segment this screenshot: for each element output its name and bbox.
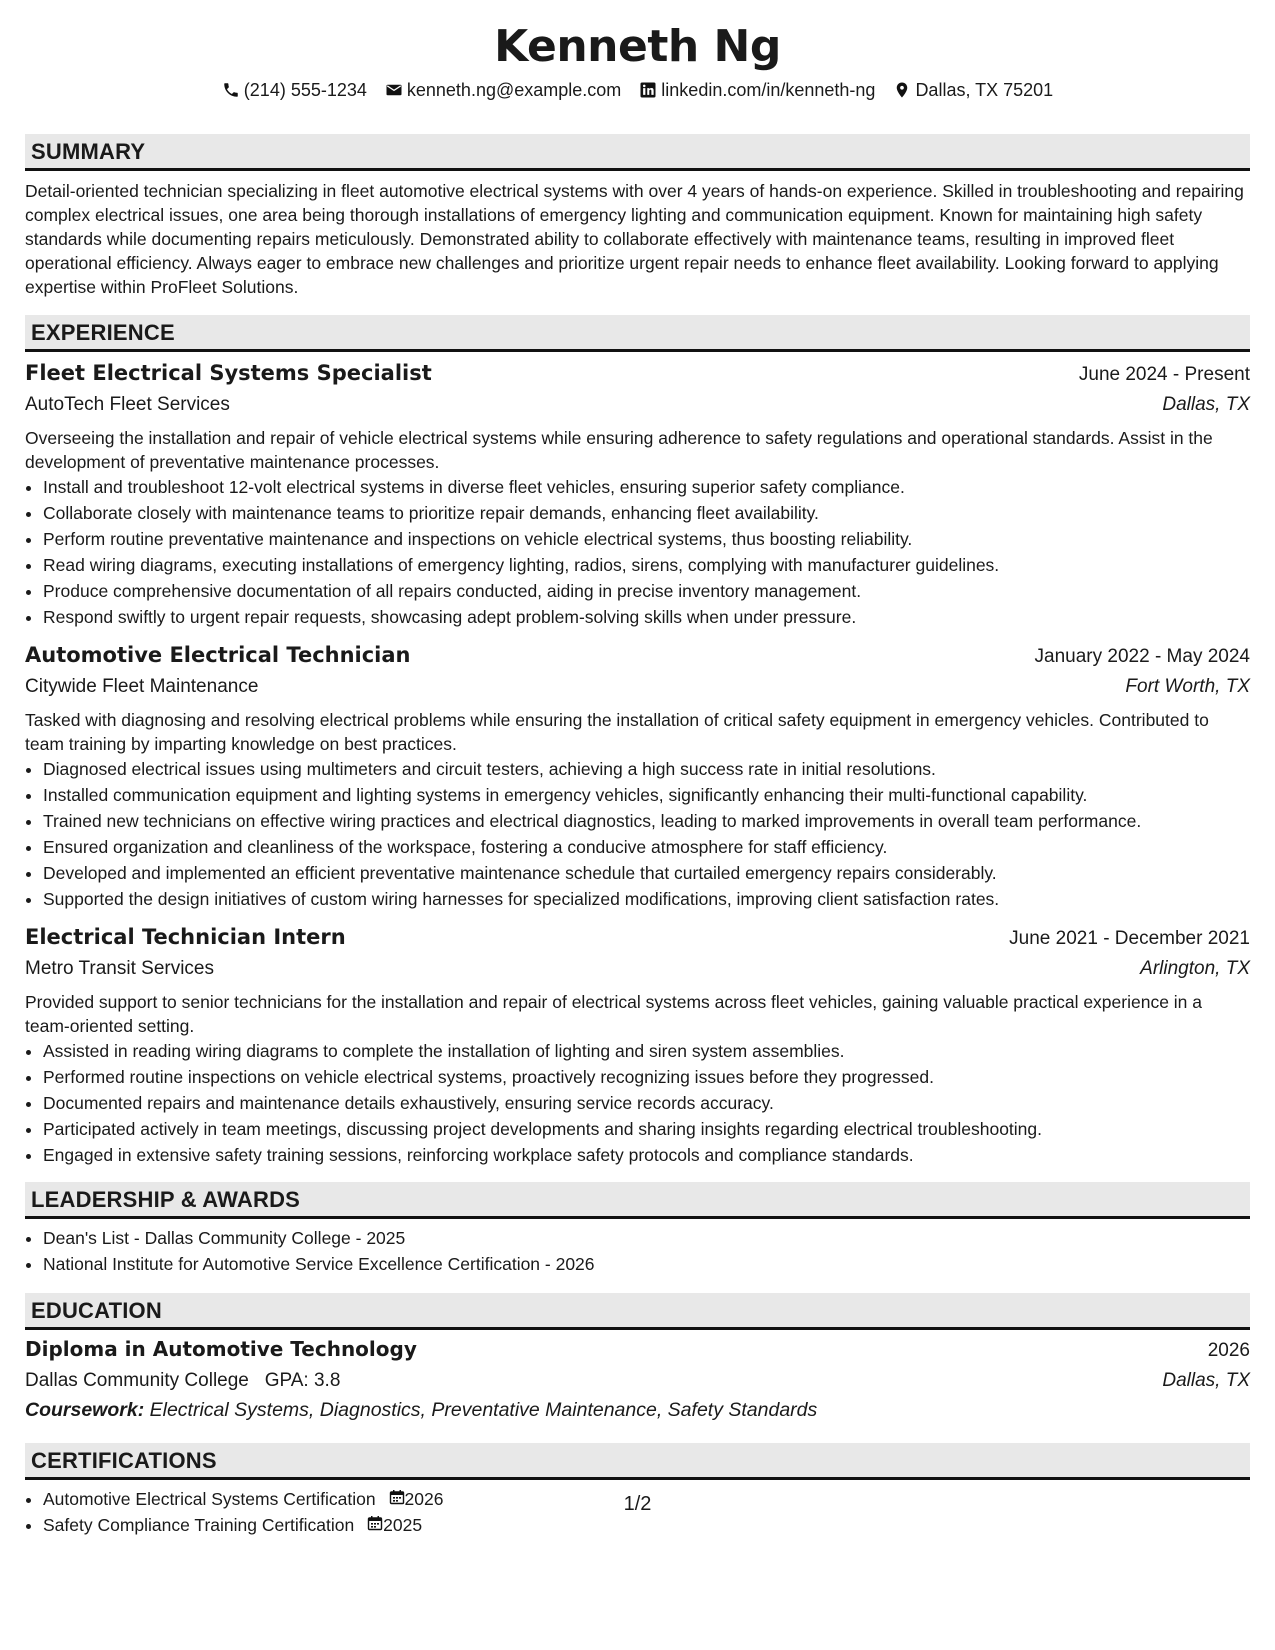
cert-year: 2025 [383,1515,423,1535]
candidate-name: Kenneth Ng [494,21,781,72]
awards-list [25,1225,1250,1277]
job-dates: June 2024 - Present [1078,364,1250,385]
job-entry [25,358,1250,630]
cert-name: Safety Compliance Training Certification [43,1515,355,1535]
coursework-list: Electrical Systems, Diagnostics, Preventative Maintenance, Safety Standards [149,1399,818,1421]
list-item: • Ensured organization and cleanliness of the workspace, fostering a conducive atmosphere for staff efficiency. [43,834,1250,860]
cert-year: 2026 [404,1489,444,1509]
contact-location [893,78,1053,102]
job-bullets [25,474,1250,630]
job-company: Metro Transit Services [25,958,214,979]
envelope-icon [385,81,403,99]
list-item: • Read wiring diagrams, executing installations of emergency lighting, radios, sirens, complying with manufacturer guidelines. [43,552,1250,578]
section-heading: EDUCATION [25,1293,1250,1330]
job-company: Citywide Fleet Maintenance [25,676,259,697]
job-title: Automotive Electrical Technician [25,643,411,667]
job-dates: June 2021 - December 2021 [1009,928,1250,949]
list-item: • Diagnosed electrical issues using multimeters and circuit testers, achieving a high success rate in initial resolutions. [43,756,1250,782]
phone-text: (214) 555-1234 [243,80,367,100]
section-heading: LEADERSHIP & AWARDS [25,1182,1250,1219]
job-dates: January 2022 - May 2024 [1034,646,1250,667]
list-item: • Performed routine inspections on vehicle electrical systems, proactively recognizing issues before they progressed. [43,1064,1250,1090]
list-item: • Documented repairs and maintenance details exhaustively, ensuring service records accuracy. [43,1090,1250,1116]
section-heading: EXPERIENCE [25,315,1250,352]
list-item: • Participated actively in team meetings, discussing project developments and sharing insights regarding electrical troubleshooting. [43,1116,1250,1142]
contact-phone [222,78,367,102]
map-pin-icon [893,81,911,99]
school-name: Dallas Community College [25,1370,249,1391]
linkedin-icon [639,81,657,99]
list-item: • Install and troubleshoot 12-volt electrical systems in diverse fleet vehicles, ensuring superior safety compliance. [43,474,1250,500]
education-section [25,1293,1250,1425]
experience-section [25,315,1250,1168]
summary-section [25,134,1250,299]
coursework [25,1396,1250,1425]
job-bullets [25,1038,1250,1168]
contact-linkedin[interactable] [639,78,875,102]
degree-title: Diploma in Automotive Technology [25,1337,417,1361]
coursework-label: Coursework: [25,1399,145,1421]
education-year: 2026 [1207,1340,1250,1361]
job-entry [25,922,1250,1168]
list-item: • Produce comprehensive documentation of all repairs conducted, aiding in precise inventory management. [43,578,1250,604]
calendar-icon [367,1515,383,1531]
job-title: Fleet Electrical Systems Specialist [25,361,432,385]
job-description: Provided support to senior technicians for the installation and repair of electrical systems across fleet vehicles, gaining valuable practical experience in a team-oriented setting. [25,992,1203,1036]
job-bullets [25,756,1250,912]
section-heading: SUMMARY [25,134,1250,171]
email-text: kenneth.ng@example.com [406,80,622,100]
list-item: • Trained new technicians on effective wiring practices and electrical diagnostics, leading to marked improvements in overall team performance. [43,808,1250,834]
list-item: • Installed communication equipment and lighting systems in emergency vehicles, significantly enhancing their multi-functional capability. [43,782,1250,808]
list-item: • Supported the design initiatives of custom wiring harnesses for specialized modifications, improving client satisfaction rates. [43,886,1250,912]
job-entry [25,640,1250,912]
leadership-section [25,1182,1250,1277]
list-item: • Developed and implemented an efficient preventative maintenance schedule that curtailed emergency repairs considerably. [43,860,1250,886]
phone-icon [222,81,240,99]
job-location: Dallas, TX [1162,394,1250,415]
contact-bar [25,78,1250,102]
gpa: GPA: 3.8 [264,1370,341,1391]
list-item: • Assisted in reading wiring diagrams to complete the installation of lighting and siren system assemblies. [43,1038,1250,1064]
job-location: Fort Worth, TX [1125,676,1250,697]
list-item: • Dean's List - Dallas Community College - 2025 [43,1225,1250,1251]
job-description: Overseeing the installation and repair of vehicle electrical systems while ensuring adherence to safety regulations and operational standards. Assist in the development of preventative maintenance processes. [25,428,1213,472]
section-heading: CERTIFICATIONS [25,1443,1250,1480]
list-item: • Engaged in extensive safety training sessions, reinforcing workplace safety protocols and compliance standards. [43,1142,1250,1168]
location-text: Dallas, TX 75201 [915,80,1054,100]
list-item: • National Institute for Automotive Service Excellence Certification - 2026 [43,1251,1250,1277]
school-info [25,1366,340,1396]
cert-name: Automotive Electrical Systems Certification [43,1489,376,1509]
contact-email[interactable] [385,78,621,102]
certifications-section [25,1443,1250,1538]
job-company: AutoTech Fleet Services [25,394,230,415]
list-item: • Perform routine preventative maintenance and inspections on vehicle electrical systems, thus boosting reliability. [43,526,1250,552]
summary-text: Detail-oriented technician specializing in fleet automotive electrical systems with over 4 years of hands-on experience. Skilled in troubleshooting and repairing complex electrical issues, one area being thorough installations of emergency lighting and communication equipment. Known for maintaining high safety standards while documenting repairs meticulously. Demonstrated ability to collaborate effectively with maintenance teams, resulting in improved fleet operational efficiency. Always eager to embrace new challenges and prioritize urgent repair needs to enhance fleet availability. Looking forward to applying expertise within ProFleet Solutions. [25,181,1244,297]
list-item: • Respond swiftly to urgent repair requests, showcasing adept problem-solving skills when under pressure. [43,604,1250,630]
page-number: 1/2 [623,1493,652,1515]
school-location: Dallas, TX [1162,1370,1250,1391]
list-item: • Collaborate closely with maintenance teams to prioritize repair demands, enhancing fleet availability. [43,500,1250,526]
job-location: Arlington, TX [1140,958,1250,979]
resume-page [25,22,1250,1538]
job-description: Tasked with diagnosing and resolving electrical problems while ensuring the installation of critical safety equipment in emergency vehicles. Contributed to team training by imparting knowledge on best practices. [25,710,1209,754]
linkedin-text: linkedin.com/in/kenneth-ng [661,80,876,100]
job-title: Electrical Technician Intern [25,925,346,949]
